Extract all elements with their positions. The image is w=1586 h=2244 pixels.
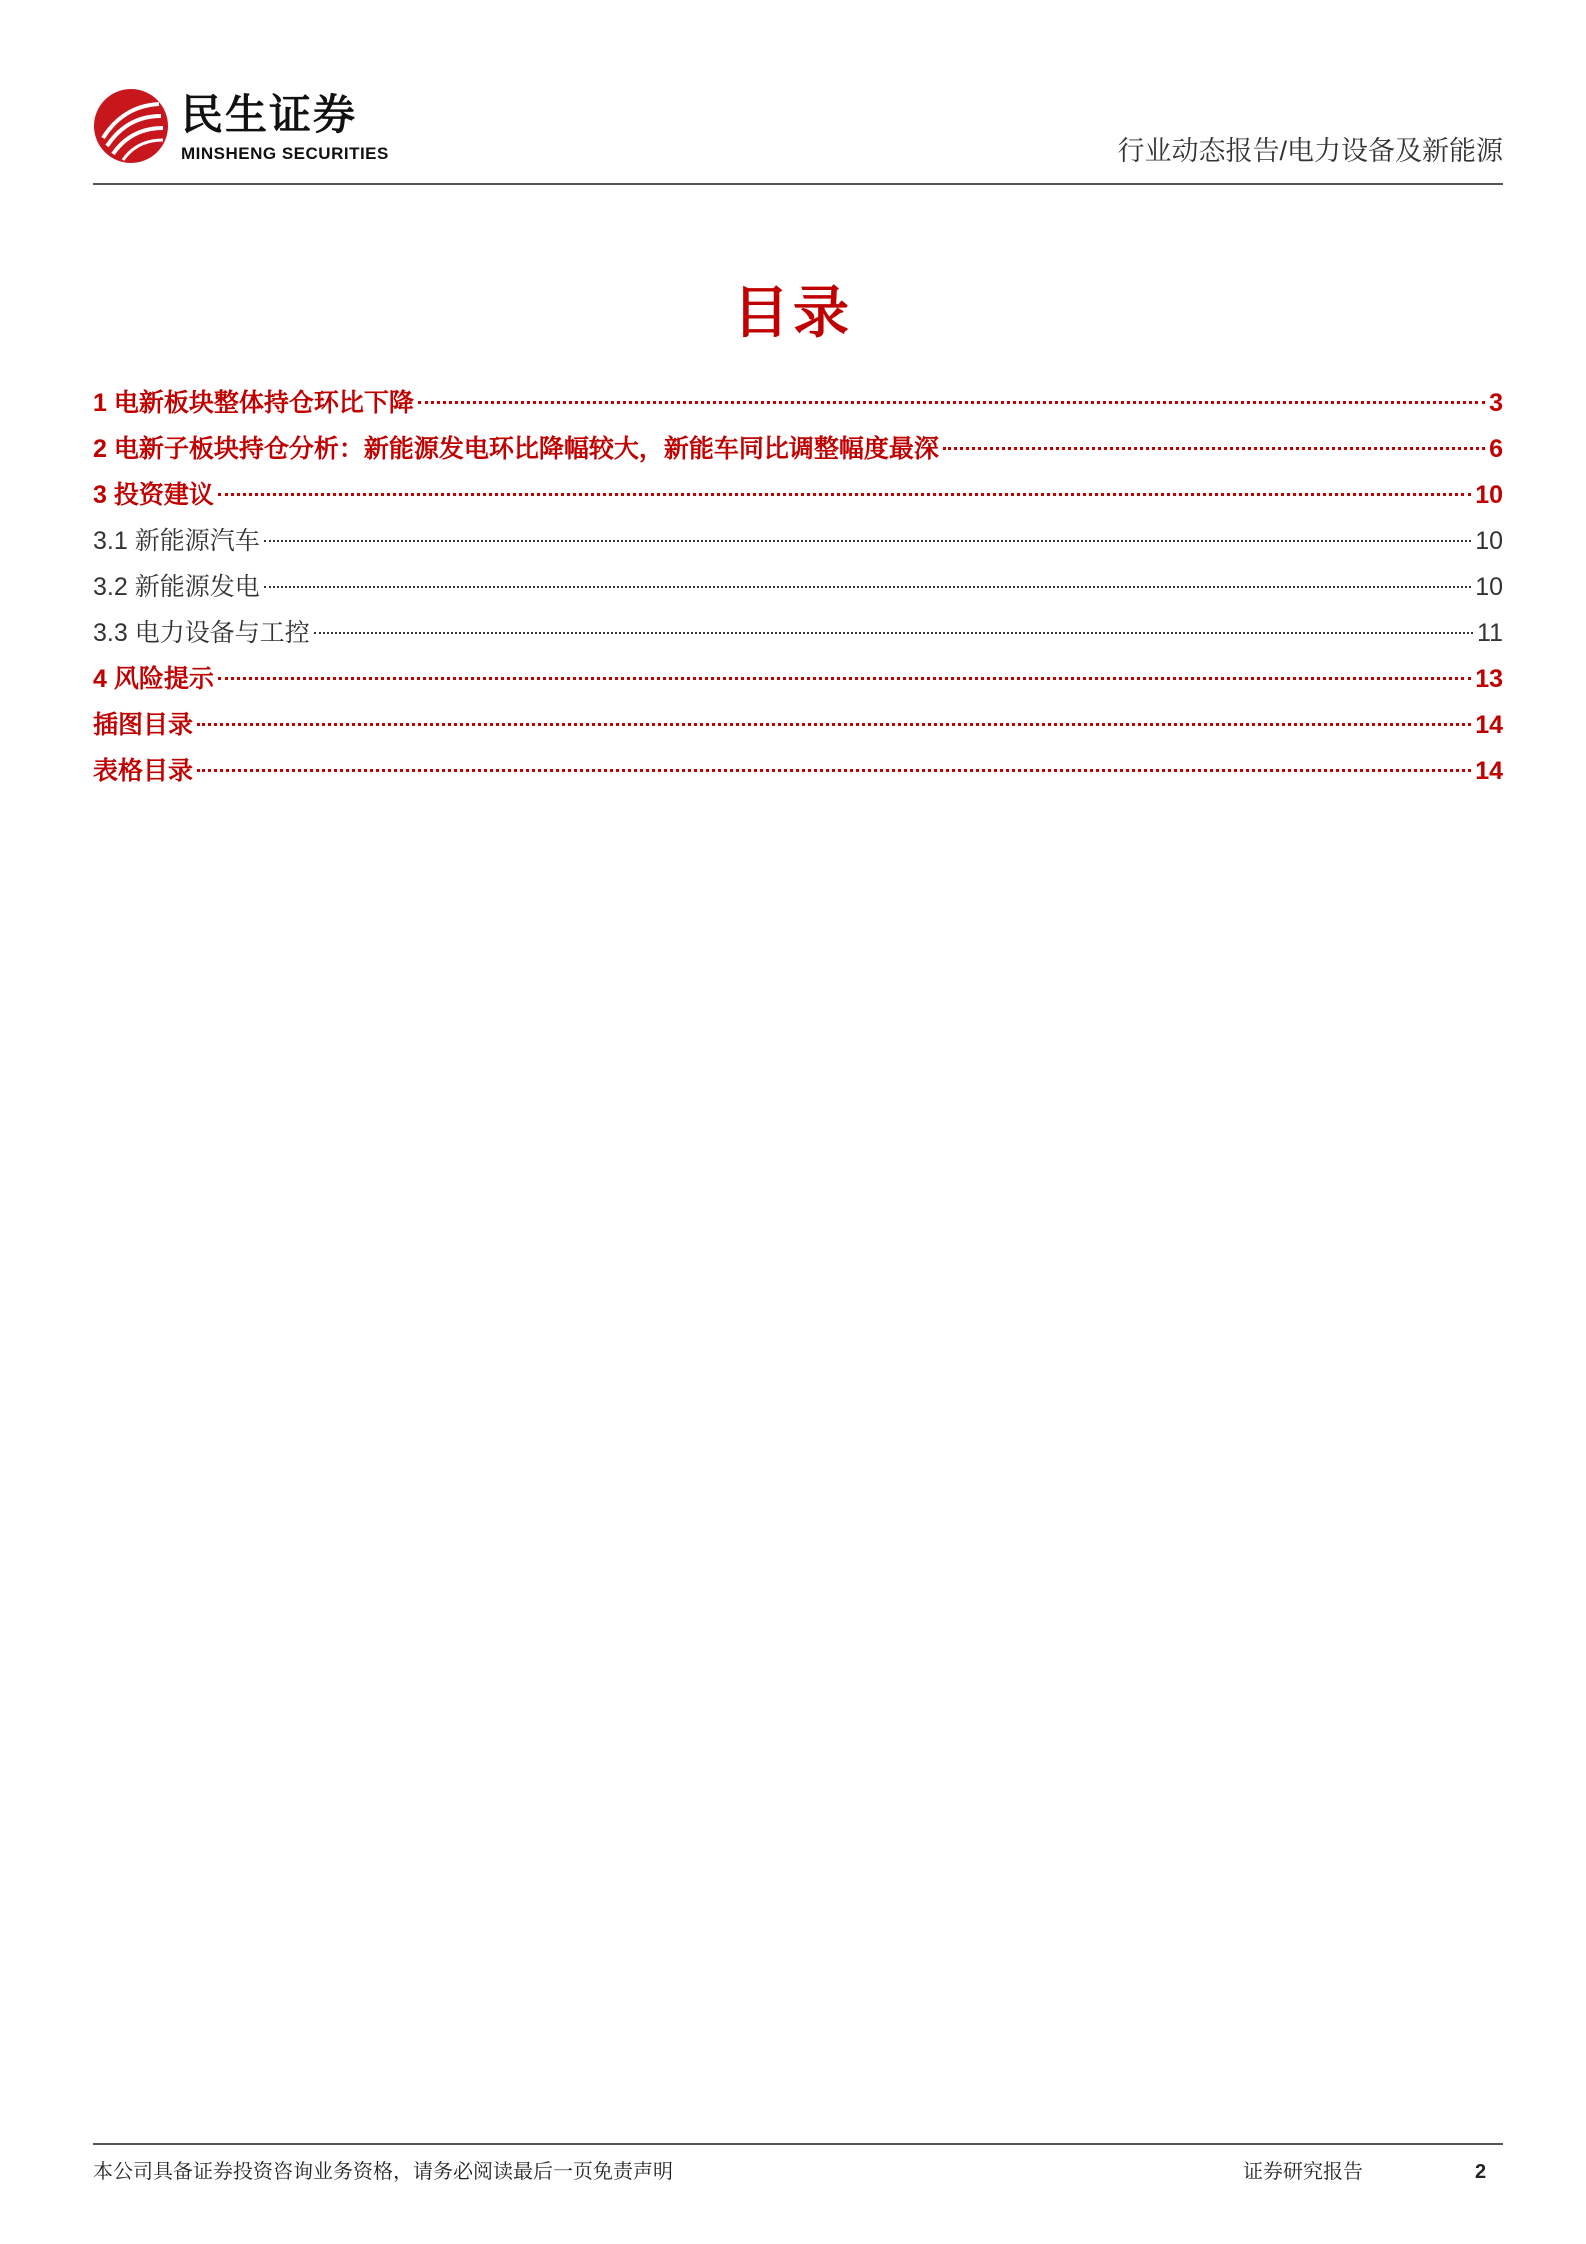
toc-entry-page: 14 <box>1475 757 1503 785</box>
toc-entry[interactable] <box>93 748 1503 794</box>
toc-entry-page: 13 <box>1475 665 1503 693</box>
toc-dot-leader <box>218 677 1471 680</box>
header-divider <box>93 183 1503 185</box>
toc-entry[interactable] <box>93 380 1503 426</box>
toc-entry[interactable] <box>93 564 1503 610</box>
page-header <box>93 88 1503 183</box>
toc-entry[interactable] <box>93 518 1503 564</box>
toc-entry-page: 14 <box>1475 711 1503 739</box>
toc-entry-page: 10 <box>1475 527 1503 555</box>
toc-entry-label: 1 电新板块整体持仓环比下降 <box>93 389 414 417</box>
toc-dot-leader <box>314 632 1473 634</box>
minsheng-logo-icon <box>93 88 169 164</box>
toc-entry[interactable] <box>93 702 1503 748</box>
toc-entry-page: 6 <box>1489 435 1503 463</box>
toc-dot-leader <box>197 769 1471 772</box>
toc-entry-page: 10 <box>1475 573 1503 601</box>
toc-title: 目录 <box>733 281 853 344</box>
toc-entry[interactable] <box>93 610 1503 656</box>
page-number: 2 <box>1475 2161 1487 2183</box>
toc-entry-label: 插图目录 <box>93 711 194 739</box>
toc-entry[interactable] <box>93 426 1503 472</box>
toc-dot-leader <box>218 493 1471 496</box>
toc-entry-label: 表格目录 <box>93 757 194 785</box>
toc-dot-leader <box>418 401 1485 404</box>
toc-entry-label: 3.1 新能源汽车 <box>93 527 260 555</box>
logo-chinese-name: 民生证券 <box>181 91 358 138</box>
report-category: 行业动态报告/电力设备及新能源 <box>1117 136 1503 166</box>
toc-entry[interactable] <box>93 656 1503 702</box>
toc-entry-label: 3.2 新能源发电 <box>93 573 260 601</box>
toc-dot-leader <box>197 723 1471 726</box>
footer-divider <box>93 2143 1503 2145</box>
toc-entry-page: 11 <box>1477 619 1503 647</box>
toc-dot-leader <box>264 540 1471 542</box>
table-of-contents <box>93 380 1503 794</box>
toc-entry-label: 3.3 电力设备与工控 <box>93 619 310 647</box>
toc-dot-leader <box>264 586 1471 588</box>
footer-disclaimer: 本公司具备证券投资咨询业务资格，请务必阅读最后一页免责声明 <box>93 2161 673 2183</box>
toc-dot-leader <box>943 447 1485 450</box>
toc-entry[interactable] <box>93 472 1503 518</box>
toc-entry-page: 3 <box>1489 389 1503 417</box>
toc-entry-label: 4 风险提示 <box>93 665 214 693</box>
logo-english-name: MINSHENG SECURITIES <box>181 144 389 163</box>
footer-doc-type: 证券研究报告 <box>1243 2161 1363 2183</box>
toc-entry-label: 3 投资建议 <box>93 481 214 509</box>
toc-entry-page: 10 <box>1475 481 1503 509</box>
toc-entry-label: 2 电新子板块持仓分析：新能源发电环比降幅较大，新能车同比调整幅度最深 <box>93 435 939 463</box>
